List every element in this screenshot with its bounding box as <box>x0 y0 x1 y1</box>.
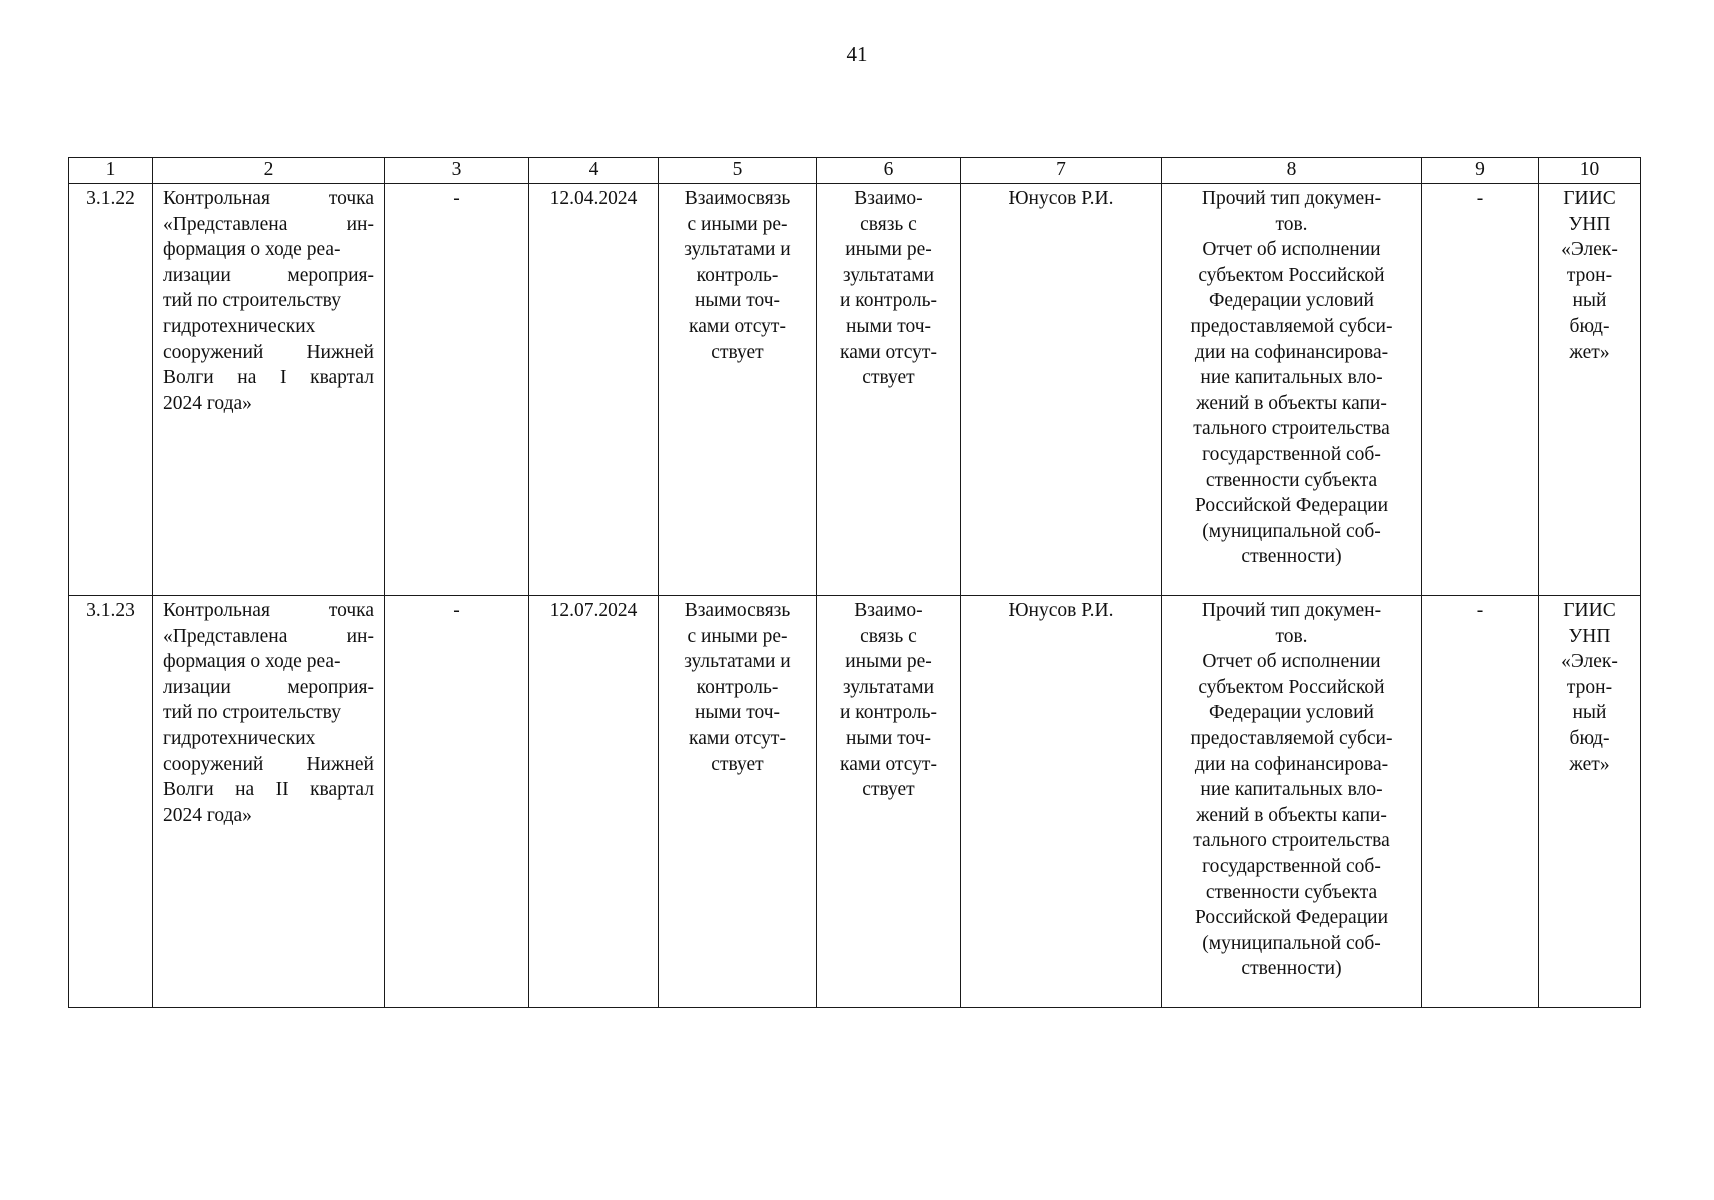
information-system-cell <box>1539 596 1641 1008</box>
relation-line: Взаимосвязь <box>684 188 791 209</box>
column-number-7: 7 <box>961 158 1162 184</box>
document-line: (муниципальной соб- <box>1202 932 1381 954</box>
name-word: сооружений <box>163 341 264 363</box>
name-word: «Представлена <box>163 213 288 235</box>
name-line <box>163 365 374 391</box>
name-line <box>163 237 374 263</box>
relation-alt-line: иными ре- <box>845 239 932 261</box>
name-word: 2024 года» <box>163 392 252 414</box>
name-line <box>163 700 374 726</box>
dash-value: - <box>453 188 460 209</box>
document-line: Федерации условий <box>1209 702 1374 724</box>
relation-alt-line: ными точ- <box>846 727 931 749</box>
name-word: Волги <box>163 367 214 389</box>
name-word: Волги <box>163 779 214 801</box>
name-line <box>163 624 374 650</box>
dash-value: - <box>1476 188 1484 209</box>
relation-alt-cell <box>817 596 961 1008</box>
name-word: формация о ходе реа- <box>163 651 341 673</box>
document-line: ственности) <box>1241 546 1342 568</box>
relation-cell <box>659 596 817 1008</box>
system-line: бюд- <box>1569 315 1610 337</box>
responsible-cell <box>961 184 1162 596</box>
document-line: жений в объекты капи- <box>1196 392 1387 414</box>
name-line <box>163 752 374 778</box>
information-system-cell <box>1539 184 1641 596</box>
relation-alt-line: Взаимо- <box>854 600 923 621</box>
name-line <box>163 340 374 366</box>
dash-value: - <box>453 600 460 621</box>
system-line: бюд- <box>1569 727 1610 749</box>
name-word: Контрольная <box>163 188 270 209</box>
control-point-name-cell <box>153 184 385 596</box>
relation-line: ствует <box>711 341 764 363</box>
row-number-cell <box>69 596 153 1008</box>
relation-alt-line: Взаимо- <box>854 188 923 209</box>
system-line: ный <box>1572 290 1607 312</box>
relation-alt-line: ками отсут- <box>840 341 937 363</box>
relation-alt-line: ными точ- <box>846 315 931 337</box>
name-word: лизации <box>163 676 231 698</box>
name-line <box>163 314 374 340</box>
name-word: лизации <box>163 264 231 286</box>
document-line: предоставляемой субси- <box>1190 727 1393 749</box>
column-3-cell <box>385 596 529 1008</box>
relation-line: с иными ре- <box>687 625 788 647</box>
name-word: Нижней <box>306 753 374 775</box>
document-line: государственной соб- <box>1202 443 1381 465</box>
relation-alt-line: и контроль- <box>839 290 938 312</box>
column-number-1: 1 <box>69 158 153 184</box>
document-line: предоставляемой субси- <box>1190 315 1393 337</box>
system-line: УНП <box>1568 213 1611 235</box>
document-line: Отчет об исполнении <box>1202 651 1381 673</box>
column-9-cell <box>1422 596 1539 1008</box>
table-row <box>69 184 1641 596</box>
name-word: 2024 года» <box>163 804 252 826</box>
relation-line: зультатами и <box>684 239 791 261</box>
date-cell <box>529 596 659 1008</box>
system-line: «Элек- <box>1561 651 1618 673</box>
relation-alt-line: зультатами <box>842 676 935 698</box>
document-line: тального строительства <box>1193 418 1390 440</box>
name-word: тий по строительству <box>163 702 341 724</box>
relation-alt-line: ствует <box>862 779 915 801</box>
document-line: ние капитальных вло- <box>1200 367 1383 389</box>
document-line: субъектом Российской <box>1198 264 1385 286</box>
name-line <box>163 777 374 803</box>
relation-line: с иными ре- <box>687 213 788 235</box>
document-line: ние капитальных вло- <box>1200 779 1383 801</box>
system-line: трон- <box>1566 264 1613 286</box>
column-number-8: 8 <box>1162 158 1422 184</box>
column-number-4: 4 <box>529 158 659 184</box>
responsible-person: Юнусов Р.И. <box>1008 188 1114 209</box>
name-word: «Представлена <box>163 625 288 647</box>
system-line: ГИИС <box>1563 600 1616 621</box>
name-word: Контрольная <box>163 600 270 621</box>
relation-line: ными точ- <box>695 702 780 724</box>
document-type-cell <box>1162 596 1422 1008</box>
document-line: ственности субъекта <box>1205 469 1378 491</box>
name-line <box>163 186 374 212</box>
relation-line: ными точ- <box>695 290 780 312</box>
dash-value: - <box>1476 600 1484 621</box>
column-number-10: 10 <box>1539 158 1641 184</box>
name-word: формация о ходе реа- <box>163 239 341 261</box>
name-word: на <box>235 779 255 801</box>
name-line <box>163 391 374 417</box>
name-line <box>163 598 374 624</box>
date-cell <box>529 184 659 596</box>
name-word: сооружений <box>163 753 264 775</box>
document-line: ственности) <box>1241 958 1342 980</box>
date-value: 12.04.2024 <box>549 188 638 209</box>
relation-alt-line: связь с <box>860 625 917 647</box>
relation-alt-line: ками отсут- <box>840 753 937 775</box>
relation-line: ками отсут- <box>689 315 786 337</box>
responsible-cell <box>961 596 1162 1008</box>
name-word: мероприя- <box>287 264 374 286</box>
relation-alt-line: и контроль- <box>839 702 938 724</box>
name-line <box>163 726 374 752</box>
name-word: II <box>275 779 289 801</box>
name-word: Нижней <box>306 341 374 363</box>
document-line: субъектом Российской <box>1198 676 1385 698</box>
relation-alt-cell <box>817 184 961 596</box>
column-number-3: 3 <box>385 158 529 184</box>
name-line <box>163 649 374 675</box>
document-line: Российской Федерации <box>1194 495 1389 517</box>
name-line <box>163 288 374 314</box>
name-word: квартал <box>310 779 374 801</box>
document-line: государственной соб- <box>1202 855 1381 877</box>
name-line <box>163 675 374 701</box>
column-number-header-row <box>69 158 1641 184</box>
document-line: ственности субъекта <box>1205 881 1378 903</box>
table-body <box>69 184 1641 1008</box>
control-point-name-cell <box>153 596 385 1008</box>
relation-alt-line: связь с <box>860 213 917 235</box>
name-word: I <box>279 367 287 389</box>
name-line <box>163 212 374 238</box>
name-word: точка <box>328 188 374 209</box>
name-word: точка <box>328 600 374 621</box>
system-line: «Элек- <box>1561 239 1618 261</box>
column-number-6: 6 <box>817 158 961 184</box>
date-value: 12.07.2024 <box>549 600 638 621</box>
document-line: Прочий тип докумен- <box>1201 188 1382 209</box>
system-line: трон- <box>1566 676 1613 698</box>
document-line: дии на софинансирова- <box>1194 753 1389 775</box>
page-number: 41 <box>846 42 868 66</box>
control-points-table <box>68 157 1641 1008</box>
name-word: мероприя- <box>287 676 374 698</box>
relation-line: зультатами и <box>684 651 791 673</box>
name-line <box>163 803 374 829</box>
relation-line: контроль- <box>696 676 779 698</box>
table-row <box>69 596 1641 1008</box>
relation-line: контроль- <box>696 264 779 286</box>
system-line: УНП <box>1568 625 1611 647</box>
column-9-cell <box>1422 184 1539 596</box>
name-word: тий по строительству <box>163 290 341 312</box>
relation-alt-line: зультатами <box>842 264 935 286</box>
row-number-cell <box>69 184 153 596</box>
system-line: жет» <box>1569 341 1610 363</box>
relation-line: ствует <box>711 753 764 775</box>
relation-alt-line: иными ре- <box>845 651 932 673</box>
column-3-cell <box>385 184 529 596</box>
document-line: жений в объекты капи- <box>1196 804 1387 826</box>
document-line: тов. <box>1275 625 1308 647</box>
column-number-9: 9 <box>1422 158 1539 184</box>
responsible-person: Юнусов Р.И. <box>1008 600 1114 621</box>
document-line: тального строительства <box>1193 830 1390 852</box>
row-number: 3.1.22 <box>86 188 135 209</box>
document-line: Российской Федерации <box>1194 907 1389 929</box>
name-line <box>163 263 374 289</box>
name-word: гидротехнических <box>163 727 316 749</box>
document-line: тов. <box>1275 213 1308 235</box>
system-line: ный <box>1572 702 1607 724</box>
document-line: (муниципальной соб- <box>1202 520 1381 542</box>
column-number-2: 2 <box>153 158 385 184</box>
document-line: Федерации условий <box>1209 290 1374 312</box>
document-line: дии на софинансирова- <box>1194 341 1389 363</box>
relation-cell <box>659 184 817 596</box>
column-number-5: 5 <box>659 158 817 184</box>
system-line: жет» <box>1569 753 1610 775</box>
name-word: на <box>237 367 257 389</box>
name-word: ин- <box>346 213 374 235</box>
system-line: ГИИС <box>1563 188 1616 209</box>
document-type-cell <box>1162 184 1422 596</box>
document-line: Отчет об исполнении <box>1202 239 1381 261</box>
name-word: квартал <box>310 367 374 389</box>
row-number: 3.1.23 <box>86 600 135 621</box>
relation-line: ками отсут- <box>689 727 786 749</box>
name-word: гидротехнических <box>163 315 316 337</box>
relation-line: Взаимосвязь <box>684 600 791 621</box>
document-line: Прочий тип докумен- <box>1201 600 1382 621</box>
relation-alt-line: ствует <box>862 367 915 389</box>
name-word: ин- <box>346 625 374 647</box>
